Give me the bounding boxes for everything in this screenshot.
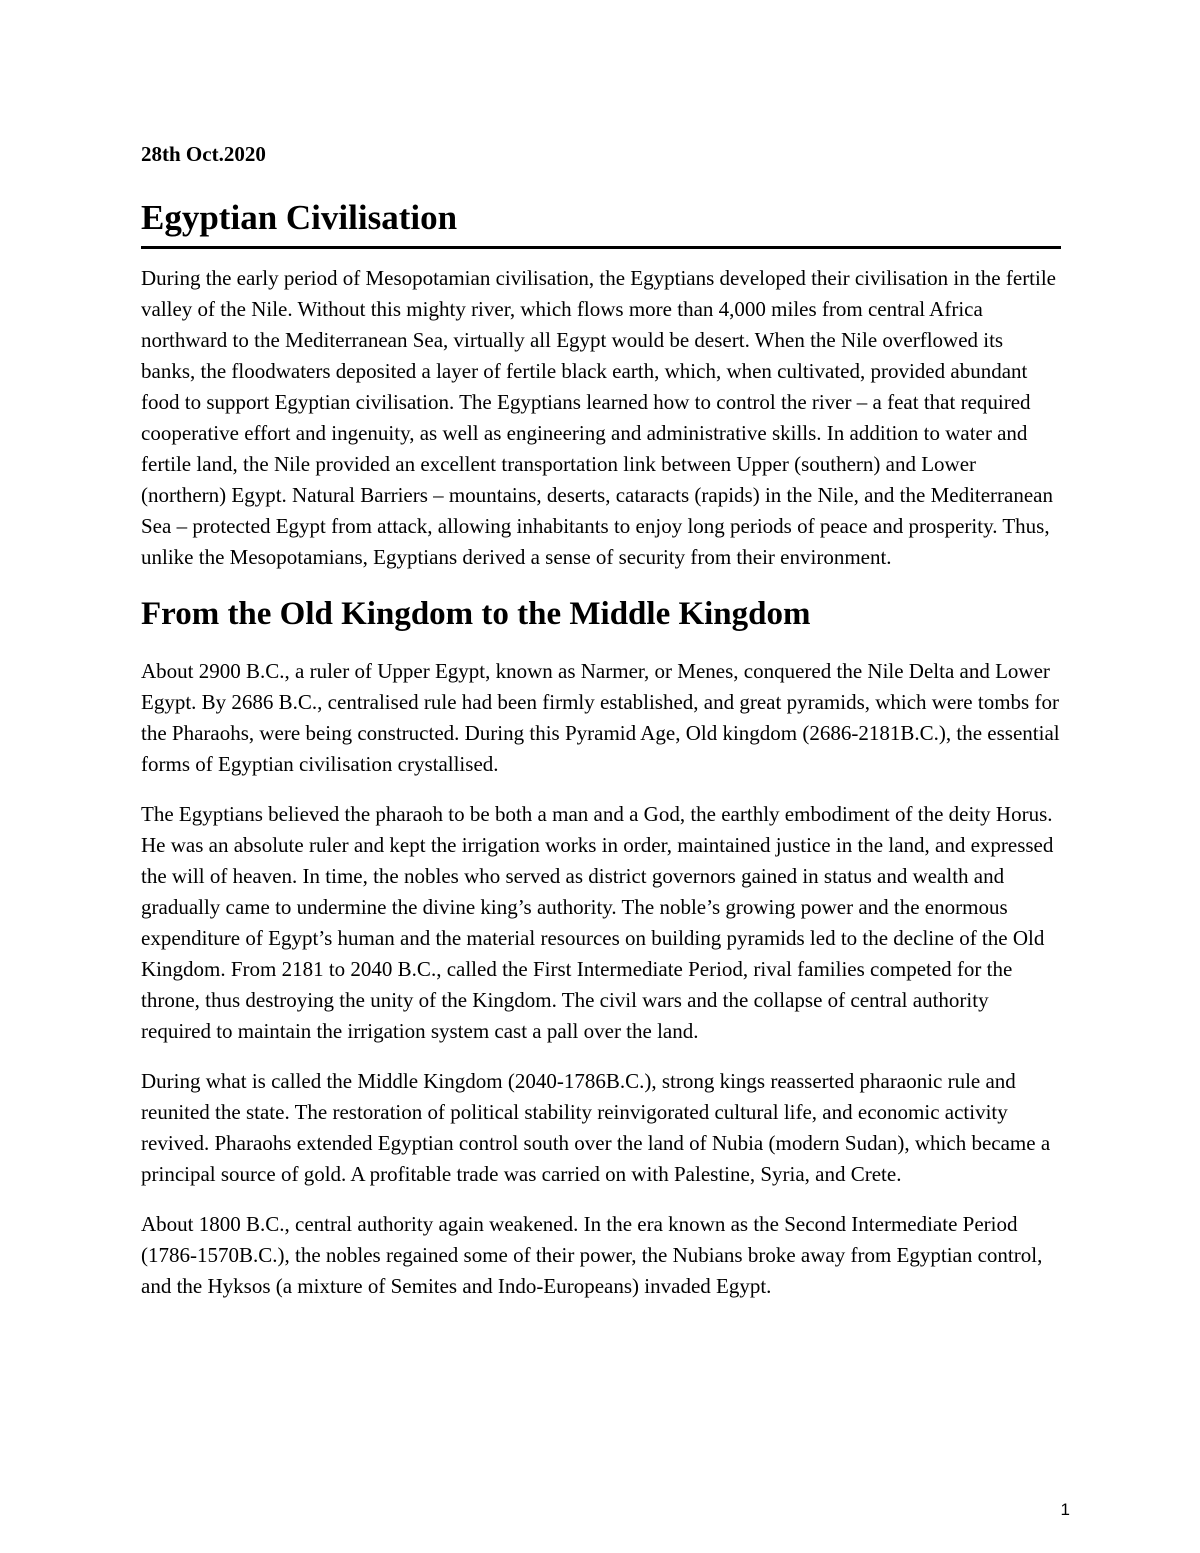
body-paragraph: About 1800 B.C., central authority again weakened. In the era known as the Second Intermediate Period (1786-1570B.C.), the nobles regained some of their power, the Nubians broke away from Egyptian control, and the Hyksos (a mixture of Semites and Indo-Europeans) invaded Egypt.	[141, 1212, 1043, 1298]
page-number: 1	[1060, 1500, 1070, 1519]
document-date: 28th Oct.2020	[141, 142, 266, 166]
section-heading: From the Old Kingdom to the Middle Kingdom	[141, 596, 811, 632]
document-title: Egyptian Civilisation	[141, 196, 1061, 249]
body-paragraph: The Egyptians believed the pharaoh to be both a man and a God, the earthly embodiment of the deity Horus. He was an absolute ruler and kept the irrigation works in order, maintained justice in the land, and expressed the will of heaven. In time, the nobles who served as district governors gained in status and wealth and gradually came to undermine the divine king’s authority. The noble’s growing power and the enormous expenditure of Egypt’s human and the material resources on building pyramids led to the decline of the Old Kingdom. From 2181 to 2040 B.C., called the First Intermediate Period, rival families competed for the throne, thus destroying the unity of the Kingdom. The civil wars and the collapse of central authority required to maintain the irrigation system cast a pall over the land.	[141, 802, 1054, 1043]
body-paragraph: During what is called the Middle Kingdom (2040-1786B.C.), strong kings reasserted pharaonic rule and reunited the state. The restoration of political stability reinvigorated cultural life, and economic activity revived. Pharaohs extended Egyptian control south over the land of Nubia (modern Sudan), which became a principal source of gold. A profitable trade was carried on with Palestine, Syria, and Crete.	[141, 1069, 1051, 1186]
page-content	[141, 138, 1061, 1321]
body-paragraph: About 2900 B.C., a ruler of Upper Egypt, known as Narmer, or Menes, conquered the Nile Delta and Lower Egypt. By 2686 B.C., centralised rule had been firmly established, and great pyramids, which were tombs for the Pharaohs, were being constructed. During this Pyramid Age, Old kingdom (2686-2181B.C.), the essential forms of Egyptian civilisation crystallised.	[141, 659, 1060, 776]
intro-paragraph: During the early period of Mesopotamian civilisation, the Egyptians developed their civilisation in the fertile valley of the Nile. Without this mighty river, which flows more than 4,000 miles from central Africa northward to the Mediterranean Sea, virtually all Egypt would be desert. When the Nile overflowed its banks, the floodwaters deposited a layer of fertile black earth, which, when cultivated, provided abundant food to support Egyptian civilisation. The Egyptians learned how to control the river – a feat that required cooperative effort and ingenuity, as well as engineering and administrative skills. In addition to water and fertile land, the Nile provided an excellent transportation link between Upper (southern) and Lower (northern) Egypt. Natural Barriers – mountains, deserts, cataracts (rapids) in the Nile, and the Mediterranean Sea – protected Egypt from attack, allowing inhabitants to enjoy long periods of peace and prosperity. Thus, unlike the Mesopotamians, Egyptians derived a sense of security from their environment.	[141, 266, 1057, 569]
